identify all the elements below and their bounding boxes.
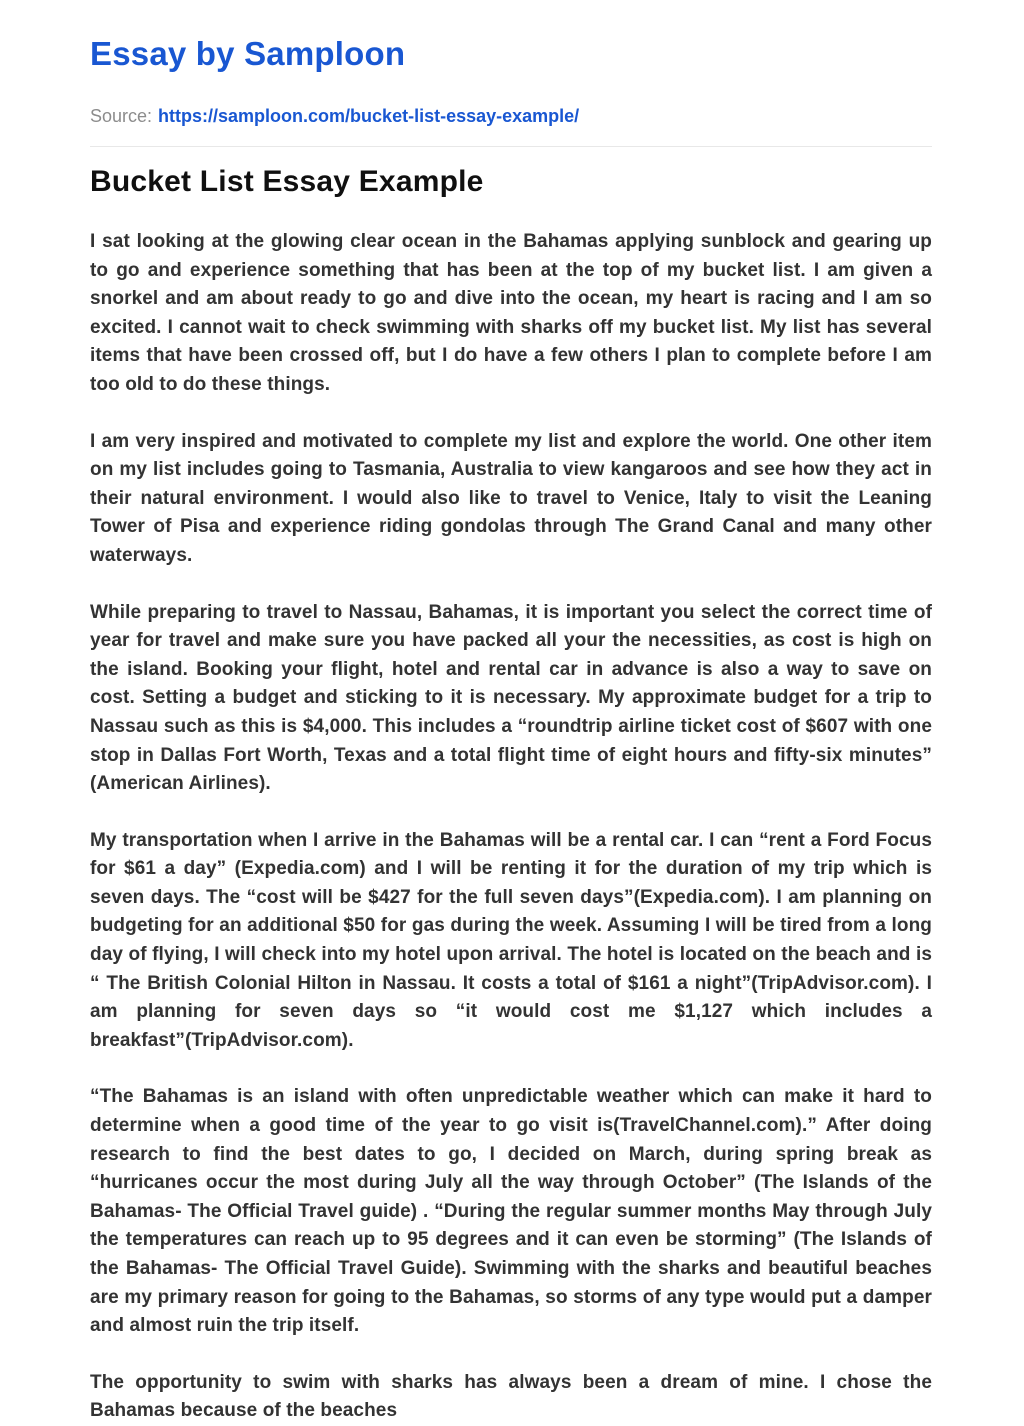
source-label: Source: <box>90 106 153 126</box>
source-line <box>90 104 932 128</box>
essay-paragraph-2: I am very inspired and motivated to complete my list and explore the world. One other item on my list includes going to Tasmania, Australia to view kangaroos and see how they act in their natural environment. I would also like to travel to Venice, Italy to visit the Leaning Tower of Pisa and experience riding gondolas through The Grand Canal and many other waterways. <box>90 430 932 566</box>
essay-paragraph-1: I sat looking at the glowing clear ocean in the Bahamas applying sunblock and gearing up to go and experience something that has been at the top of my bucket list. I am given a snorkel and am about ready to go and dive into the ocean, my heart is racing and I am so excited. I cannot wait to check swimming with sharks off my bucket list. My list has several items that have been crossed off, but I do have a few others I plan to complete before I am too old to do these things. <box>90 231 932 395</box>
essay-paragraph-5: “The Bahamas is an island with often unpredictable weather which can make it hard to determine when a good time of the year to go visit is(TravelChannel.com).” After doing research to find the best dates to go, I decided on March, during spring break as “hurricanes occur the most during July all the way through October” (The Islands of the Bahamas- The Official Travel guide) . “During the regular summer months May through July the temperatures can reach up to 95 degrees and it can even be storming” (The Islands of the Bahamas- The Official Travel Guide). Swimming with the sharks and beautiful beaches are my primary reason for going to the Bahamas, so storms of any type would put a damper and almost ruin the trip itself. <box>90 1086 932 1337</box>
essay-paragraph-3: While preparing to travel to Nassau, Bahamas, it is important you select the correct time of year for travel and make sure you have packed all your the necessities, as cost is high on the island. Booking your flight, hotel and rental car in advance is also a way to save on cost. Setting a budget and sticking to it is necessary. My approximate budget for a trip to Nassau such as this is $4,000. This includes a “roundtrip airline ticket cost of $607 with one stop in Dallas Fort Worth, Texas and a total flight time of eight hours and fifty-six minutes” (American Airlines). <box>90 601 932 795</box>
brand-title: Essay by Samploon <box>90 35 406 72</box>
divider <box>90 146 932 147</box>
essay-title: Bucket List Essay Example <box>90 165 484 198</box>
essay-body <box>90 228 932 1426</box>
essay-paragraph-4: My transportation when I arrive in the Bahamas will be a rental car. I can “rent a Ford Focus for $61 a day” (Expedia.com) and I will be renting it for the duration of my trip which is seven days. The “cost will be $427 for the full seven days”(Expedia.com). I am planning on budgeting for an additional $50 for gas during the week. Assuming I will be tired from a long day of flying, I will check into my hotel upon arrival. The hotel is located on the beach and is “ The British Colonial Hilton in Nassau. It costs a total of $161 a night”(TripAdvisor.com). I am planning for seven days so “it would cost me $1,127 which includes a breakfast”(TripAdvisor.com). <box>90 829 932 1051</box>
essay-paragraph-6: The opportunity to swim with sharks has always been a dream of mine. I chose the Bahamas because of the beaches <box>90 1371 932 1422</box>
source-url-link[interactable]: https://samploon.com/bucket-list-essay-example/ <box>158 106 580 126</box>
